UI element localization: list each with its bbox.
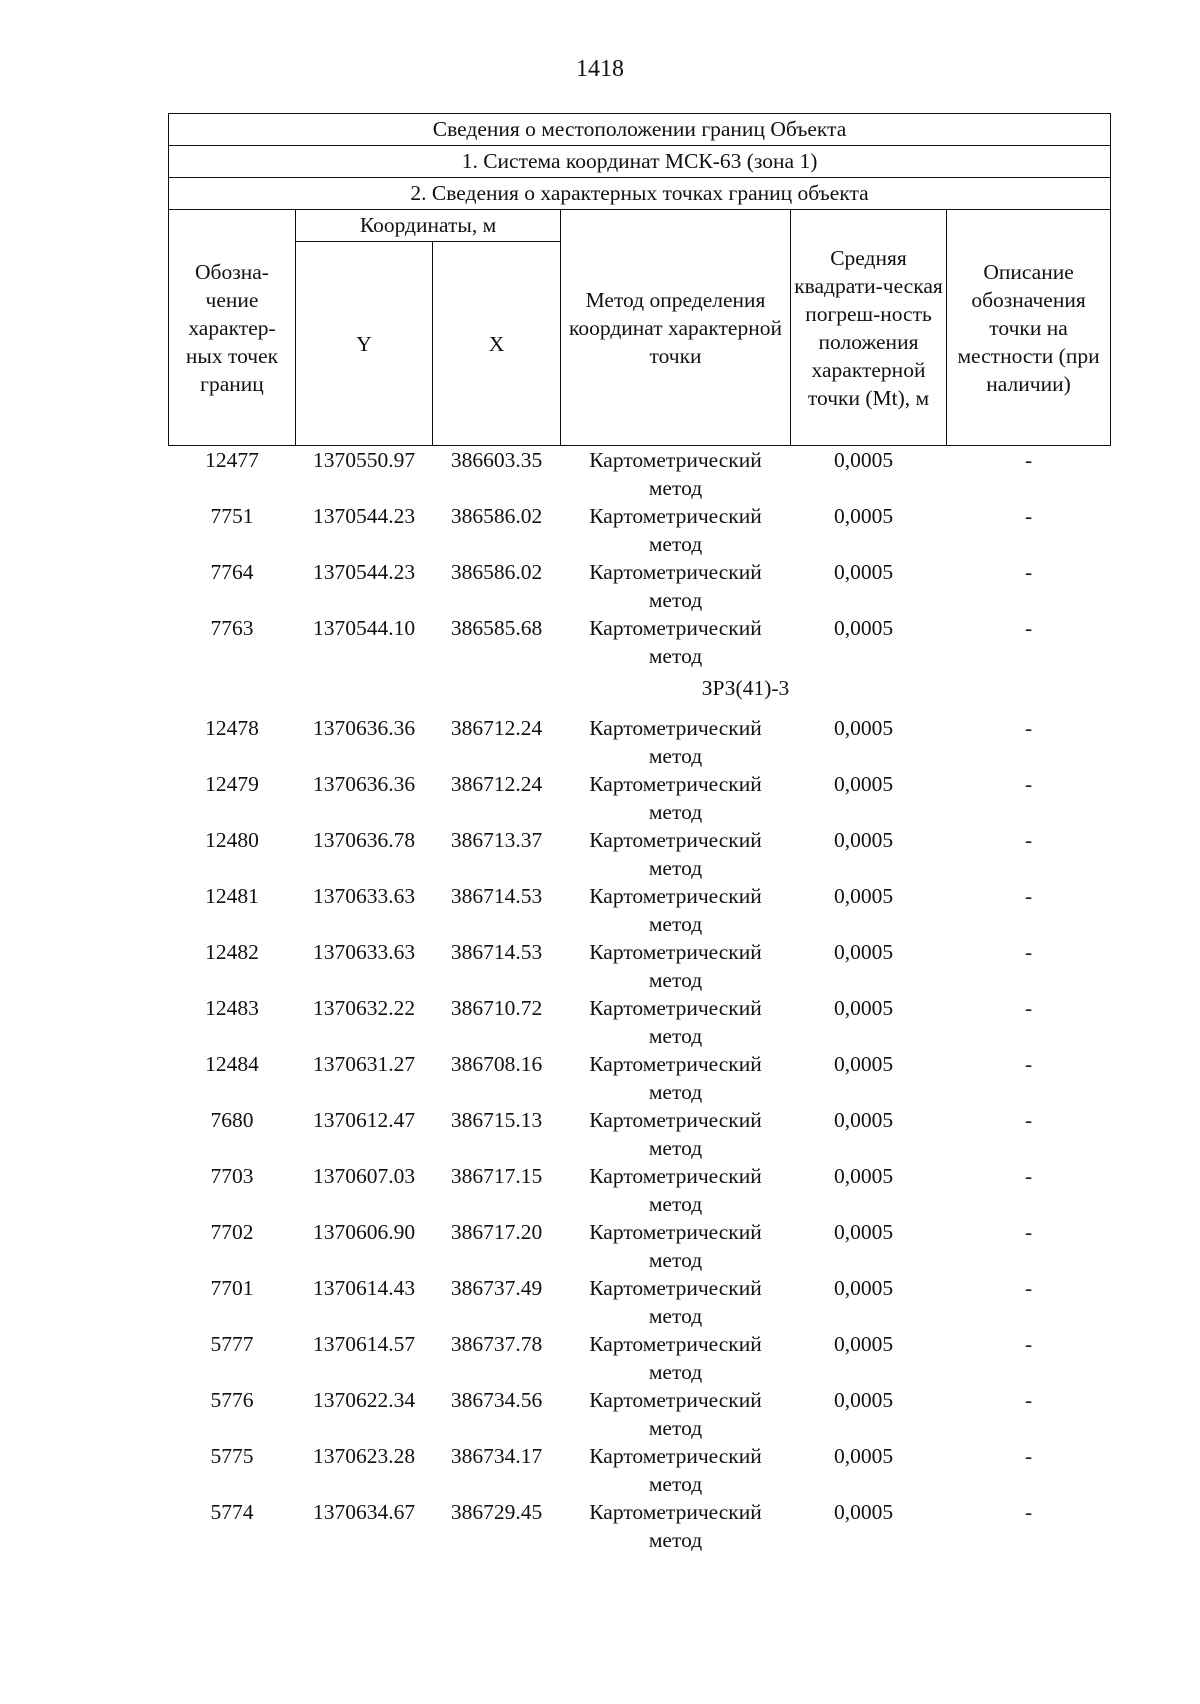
coord-x-cell: 386712.24 — [450, 716, 543, 740]
method-cell: Картометрический метод — [589, 1388, 762, 1440]
method-cell: Картометрический метод — [589, 884, 762, 936]
coord-x-cell: 386603.35 — [450, 448, 543, 472]
method-cell: Картометрический метод — [589, 996, 762, 1048]
accuracy-cell: 0,0005 — [833, 448, 894, 472]
col-accuracy-header: Средняя квадрати-ческая погреш-ность положения характерной точки (Mt), м — [791, 210, 947, 446]
coord-x-cell: 386710.72 — [450, 996, 543, 1020]
coord-x-cell: 386586.02 — [450, 504, 543, 528]
point-id-cell: 5774 — [210, 1500, 254, 1524]
description-cell: - — [1024, 448, 1033, 472]
accuracy-cell: 0,0005 — [833, 616, 894, 640]
point-id-cell: 7701 — [210, 1276, 254, 1300]
table-row — [169, 1218, 1111, 1274]
accuracy-cell: 0,0005 — [833, 940, 894, 964]
accuracy-cell: 0,0005 — [833, 884, 894, 908]
point-id-cell: 12483 — [205, 996, 259, 1020]
method-cell: Картометрический метод — [589, 716, 762, 768]
description-cell: - — [1024, 716, 1033, 740]
coord-x-cell: 386717.20 — [450, 1220, 543, 1244]
coord-x-cell: 386737.78 — [450, 1332, 543, 1356]
coord-x-cell: 386715.13 — [450, 1108, 543, 1132]
coord-y-cell: 1370632.22 — [312, 996, 416, 1020]
coord-y-cell: 1370633.63 — [312, 884, 416, 908]
table-row — [169, 882, 1111, 938]
point-id-cell: 7702 — [210, 1220, 254, 1244]
description-cell: - — [1024, 1388, 1033, 1412]
table-row — [169, 1330, 1111, 1386]
accuracy-cell: 0,0005 — [833, 828, 894, 852]
point-id-cell: 5777 — [210, 1332, 254, 1356]
table-row — [169, 614, 1111, 670]
accuracy-cell: 0,0005 — [833, 1500, 894, 1524]
point-id-cell: 12478 — [205, 716, 259, 740]
table-title: Сведения о местоположении границ Объекта — [169, 114, 1111, 146]
point-id-cell: 12481 — [205, 884, 259, 908]
description-cell: - — [1024, 1500, 1033, 1524]
coord-x-cell: 386586.02 — [450, 560, 543, 584]
table-row — [169, 826, 1111, 882]
description-cell: - — [1024, 996, 1033, 1020]
method-cell: Картометрический метод — [589, 1276, 762, 1328]
table-row — [169, 714, 1111, 770]
coord-x-cell: 386737.49 — [450, 1276, 543, 1300]
point-id-cell: 12480 — [205, 828, 259, 852]
coord-y-cell: 1370606.90 — [312, 1220, 416, 1244]
method-cell: Картометрический метод — [589, 504, 762, 556]
table-row — [169, 502, 1111, 558]
table-row — [169, 938, 1111, 994]
point-id-cell: 7763 — [210, 616, 254, 640]
accuracy-cell: 0,0005 — [833, 996, 894, 1020]
point-id-cell: 12484 — [205, 1052, 259, 1076]
point-id-cell: 7703 — [210, 1164, 254, 1188]
boundary-points-table — [168, 113, 1111, 1554]
description-cell: - — [1024, 504, 1033, 528]
accuracy-cell: 0,0005 — [833, 1164, 894, 1188]
coord-y-cell: 1370612.47 — [312, 1108, 416, 1132]
point-id-cell: 5776 — [210, 1388, 254, 1412]
description-cell: - — [1024, 1276, 1033, 1300]
point-id-cell: 5775 — [210, 1444, 254, 1468]
point-id-cell: 12477 — [205, 448, 259, 472]
table-row — [169, 446, 1111, 503]
table-row — [169, 1274, 1111, 1330]
description-cell: - — [1024, 616, 1033, 640]
description-cell: - — [1024, 560, 1033, 584]
section-label: ЗРЗ(41)-3 — [701, 676, 790, 700]
table-header — [169, 114, 1111, 446]
method-cell: Картометрический метод — [589, 1444, 762, 1496]
coord-y-cell: 1370631.27 — [312, 1052, 416, 1076]
description-cell: - — [1024, 940, 1033, 964]
coord-y-cell: 1370636.36 — [312, 716, 416, 740]
method-cell: Картометрический метод — [589, 940, 762, 992]
col-x-header: X — [433, 242, 561, 446]
col-y-header: Y — [296, 242, 433, 446]
coord-x-cell: 386717.15 — [450, 1164, 543, 1188]
point-id-cell: 7764 — [210, 560, 254, 584]
accuracy-cell: 0,0005 — [833, 1332, 894, 1356]
accuracy-cell: 0,0005 — [833, 1108, 894, 1132]
coord-y-cell: 1370634.67 — [312, 1500, 416, 1524]
coord-x-cell: 386734.56 — [450, 1388, 543, 1412]
coord-y-cell: 1370544.10 — [312, 616, 416, 640]
description-cell: - — [1024, 1052, 1033, 1076]
method-cell: Картометрический метод — [589, 828, 762, 880]
table-row — [169, 1050, 1111, 1106]
points-title: 2. Сведения о характерных точках границ объекта — [169, 178, 1111, 210]
accuracy-cell: 0,0005 — [833, 1220, 894, 1244]
coord-x-cell: 386714.53 — [450, 940, 543, 964]
coord-y-cell: 1370623.28 — [312, 1444, 416, 1468]
coord-x-cell: 386585.68 — [450, 616, 543, 640]
coord-y-cell: 1370550.97 — [312, 448, 416, 472]
coord-y-cell: 1370622.34 — [312, 1388, 416, 1412]
point-id-cell: 7751 — [210, 504, 254, 528]
table-body — [169, 446, 1111, 1555]
col-designation-header: Обозна-чение характер-ных точек границ — [169, 210, 296, 446]
coord-system-title: 1. Система координат МСК-63 (зона 1) — [169, 146, 1111, 178]
accuracy-cell: 0,0005 — [833, 772, 894, 796]
description-cell: - — [1024, 1444, 1033, 1468]
method-cell: Картометрический метод — [589, 448, 762, 500]
method-cell: Картометрический метод — [589, 1220, 762, 1272]
coord-y-cell: 1370633.63 — [312, 940, 416, 964]
accuracy-cell: 0,0005 — [833, 560, 894, 584]
method-cell: Картометрический метод — [589, 1164, 762, 1216]
coord-x-cell: 386713.37 — [450, 828, 543, 852]
description-cell: - — [1024, 772, 1033, 796]
table-row — [169, 1106, 1111, 1162]
coord-y-cell: 1370544.23 — [312, 560, 416, 584]
description-cell: - — [1024, 828, 1033, 852]
coord-x-cell: 386714.53 — [450, 884, 543, 908]
coord-y-cell: 1370636.36 — [312, 772, 416, 796]
section-row — [169, 670, 1111, 714]
col-description-header: Описание обозначения точки на местности (при наличии) — [947, 210, 1111, 446]
table-row — [169, 1498, 1111, 1554]
description-cell: - — [1024, 1220, 1033, 1244]
coord-x-cell: 386708.16 — [450, 1052, 543, 1076]
description-cell: - — [1024, 1332, 1033, 1356]
coord-y-cell: 1370636.78 — [312, 828, 416, 852]
method-cell: Картометрический метод — [589, 616, 762, 668]
point-id-cell: 12479 — [205, 772, 259, 796]
method-cell: Картометрический метод — [589, 1500, 762, 1552]
coord-y-cell: 1370607.03 — [312, 1164, 416, 1188]
table-row — [169, 770, 1111, 826]
table-row — [169, 558, 1111, 614]
accuracy-cell: 0,0005 — [833, 1444, 894, 1468]
col-coords-header: Координаты, м — [296, 210, 561, 242]
description-cell: - — [1024, 884, 1033, 908]
point-id-cell: 12482 — [205, 940, 259, 964]
coord-x-cell: 386712.24 — [450, 772, 543, 796]
point-id-cell: 7680 — [210, 1108, 254, 1132]
col-method-header: Метод определения координат характерной точки — [561, 210, 791, 446]
accuracy-cell: 0,0005 — [833, 504, 894, 528]
method-cell: Картометрический метод — [589, 560, 762, 612]
accuracy-cell: 0,0005 — [833, 1388, 894, 1412]
table-row — [169, 994, 1111, 1050]
method-cell: Картометрический метод — [589, 772, 762, 824]
method-cell: Картометрический метод — [589, 1052, 762, 1104]
accuracy-cell: 0,0005 — [833, 1276, 894, 1300]
coord-x-cell: 386734.17 — [450, 1444, 543, 1468]
accuracy-cell: 0,0005 — [833, 716, 894, 740]
table-row — [169, 1386, 1111, 1442]
coord-y-cell: 1370544.23 — [312, 504, 416, 528]
method-cell: Картометрический метод — [589, 1108, 762, 1160]
coord-y-cell: 1370614.57 — [312, 1332, 416, 1356]
accuracy-cell: 0,0005 — [833, 1052, 894, 1076]
coord-x-cell: 386729.45 — [450, 1500, 543, 1524]
table-row — [169, 1442, 1111, 1498]
method-cell: Картометрический метод — [589, 1332, 762, 1384]
page-number: 1418 — [576, 56, 624, 82]
description-cell: - — [1024, 1108, 1033, 1132]
description-cell: - — [1024, 1164, 1033, 1188]
table-row — [169, 1162, 1111, 1218]
coord-y-cell: 1370614.43 — [312, 1276, 416, 1300]
